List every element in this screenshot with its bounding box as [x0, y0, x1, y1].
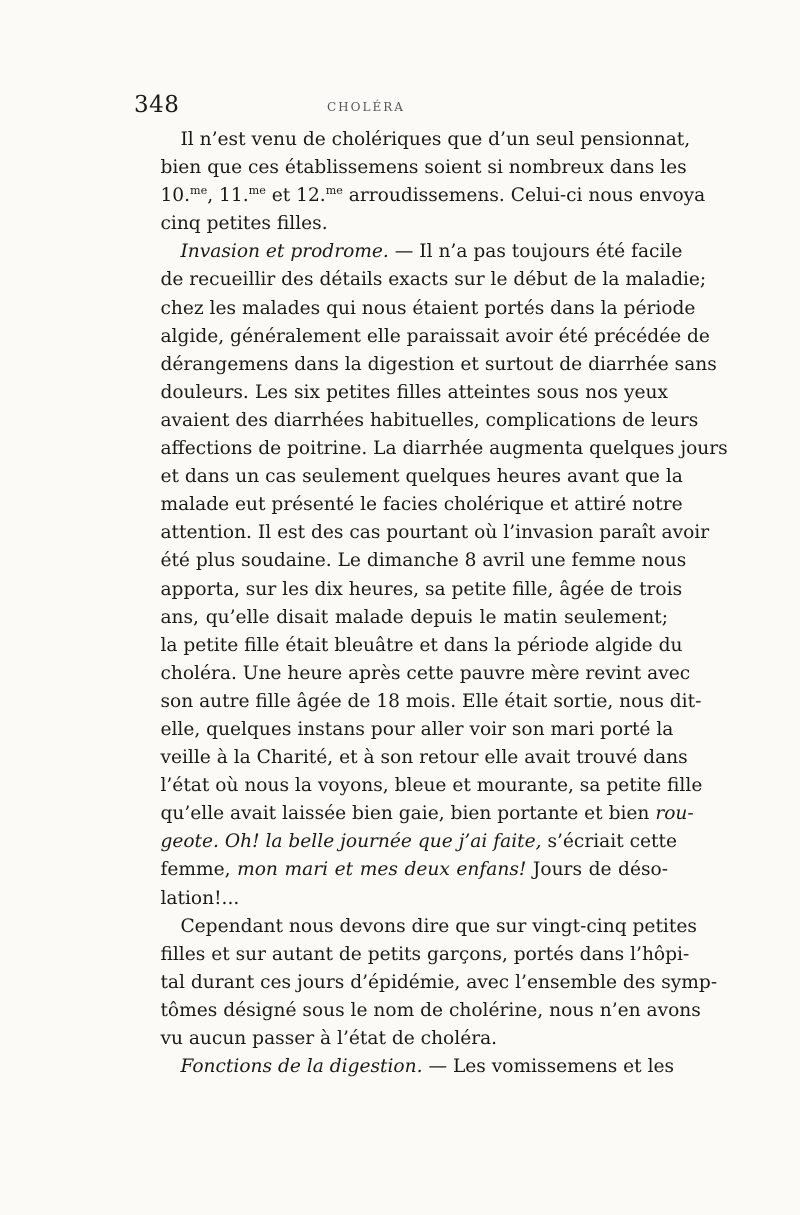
text-line: 10.$^{me}$, 11.$^{me}$ et 12.$^{me}$ arroudissemens. Celui-ci nous envoya [160, 184, 706, 207]
running-head: CHOLÉRA [327, 100, 405, 114]
text-line: chez les malades qui nous étaient portés dans la période [160, 297, 696, 319]
text-line: été plus soudaine. Le dimanche 8 avril une femme nous [160, 550, 687, 572]
text-line: vu aucun passer à l’état de choléra. [160, 1028, 498, 1049]
text-line: veille à la Charité, et à son retour elle avait trouvé dans [160, 747, 688, 769]
text-line: affections de poitrine. La diarrhée augmenta quelques jours [160, 438, 728, 460]
text-line: dérangemens dans la digestion et surtout de diarrhée sans [160, 353, 717, 375]
text-line: de recueillir des détails exacts sur le début de la maladie; [160, 269, 707, 291]
text-line: filles et sur autant de petits garçons, portés dans l’hôpi- [160, 943, 690, 965]
text-line: douleurs. Les six petites filles atteintes sous nos yeux [160, 381, 668, 403]
paragraph [140, 238, 728, 912]
text-line: tômes désigné sous le nom de cholérine, nous n’en avons [160, 999, 701, 1021]
text-line: tal durant ces jours d’épidémie, avec l’ensemble des symp- [160, 971, 718, 993]
text-line: Invasion et prodrome. — Il n’a pas toujours été facile [180, 241, 683, 263]
book-page [134, 92, 728, 1081]
paragraph [140, 126, 706, 238]
page-header [134, 92, 668, 126]
text-line: lation!... [160, 887, 240, 909]
page-body [140, 126, 728, 1081]
text-line: avaient des diarrhées habituelles, complications de leurs [160, 409, 699, 431]
text-line: geote. Oh! la belle journée que j’ai faite, s’écriait cette [160, 831, 677, 853]
paragraph [140, 913, 718, 1053]
text-line: femme, mon mari et mes deux enfans! Jours de déso- [160, 859, 668, 881]
text-line: bien que ces établissemens soient si nombreux dans les [160, 157, 687, 179]
text-line: Cependant nous devons dire que sur vingt-cinq petites [180, 915, 697, 937]
text-line: et dans un cas seulement quelques heures avant que la [160, 466, 683, 488]
text-line: ans, qu’elle disait malade depuis le matin seulement; [160, 606, 668, 628]
text-line: Fonctions de la digestion. — Les vomissemens et les [180, 1056, 675, 1078]
text-line: qu’elle avait laissée bien gaie, bien portante et bien rou- [160, 803, 694, 825]
section-heading: Invasion et prodrome. [180, 241, 389, 263]
text-line: Il n’est venu de cholériques que d’un seul pensionnat, [180, 129, 691, 150]
text-line: elle, quelques instans pour aller voir son mari porté la [160, 718, 674, 740]
text-line: la petite fille était bleuâtre et dans la période algide du [160, 634, 683, 656]
text-line: choléra. Une heure après cette pauvre mère revint avec [160, 662, 691, 684]
text-line: l’état où nous la voyons, bleue et mourante, sa petite fille [160, 775, 703, 797]
section-heading: Fonctions de la digestion. [180, 1056, 423, 1078]
paragraph [140, 1053, 675, 1081]
text-line: malade eut présenté le facies cholérique et attiré notre [160, 494, 683, 516]
text-line: apporta, sur les dix heures, sa petite fille, âgée de trois [160, 578, 683, 600]
text-line: attention. Il est des cas pourtant où l’invasion paraît avoir [160, 522, 710, 544]
text-line: son autre fille âgée de 18 mois. Elle était sortie, nous dit- [160, 690, 702, 712]
text-line: algide, généralement elle paraissait avoir été précédée de [160, 325, 710, 347]
text-line: cinq petites filles. [160, 213, 328, 235]
page-number: 348 [134, 92, 180, 118]
